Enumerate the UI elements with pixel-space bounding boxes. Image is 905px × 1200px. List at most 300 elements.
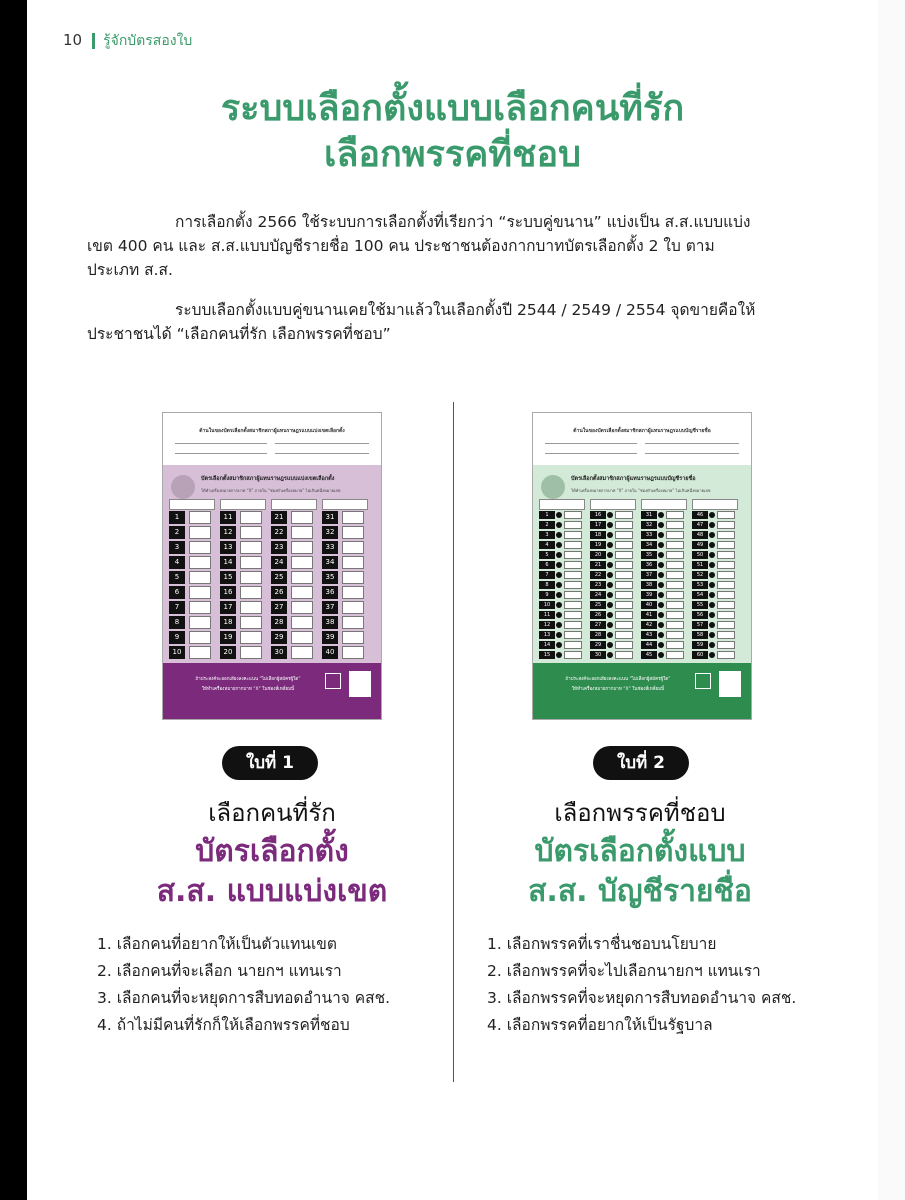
ballot-title: บัตรเลือกตั้งสมาชิกสภาผู้แทนราษฎรแบบแบ่งเขตเลือกตั้ง [201, 476, 335, 482]
ballot-logo-dot [709, 612, 715, 618]
ballot-logo-dot [709, 512, 715, 518]
ballot-logo-dot [607, 622, 613, 628]
ballot-mark-box [342, 556, 364, 569]
ballot-number: 38 [641, 581, 657, 589]
ballot-column-header [641, 499, 687, 510]
ballot-logo-dot [556, 582, 562, 588]
ballot-number: 34 [322, 556, 338, 569]
ballot-logo-dot [658, 542, 664, 548]
ballot-logo-dot [709, 562, 715, 568]
ballot-number: 23 [271, 541, 287, 554]
section-title: รู้จักบัตรสองใบ [103, 33, 193, 49]
ballot-mark-box [291, 526, 313, 539]
ballot-number: 28 [271, 616, 287, 629]
ballot-mark-box [291, 511, 313, 524]
ballot-number: 5 [169, 571, 185, 584]
ballot-mark-box [615, 541, 633, 549]
ballot-logo-dot [658, 582, 664, 588]
ballot-mark-box [717, 541, 735, 549]
ballot-number: 44 [641, 641, 657, 649]
ballot-mark-box [240, 631, 262, 644]
ballot-mark-box [615, 631, 633, 639]
emblem-icon [541, 475, 565, 499]
ballot-mark-box [717, 561, 735, 569]
ballot-number: 3 [539, 531, 555, 539]
ballot-header [533, 413, 751, 465]
ballot-logo-dot [658, 632, 664, 638]
ballot-logo-dot [709, 522, 715, 528]
ballot-number: 23 [590, 581, 606, 589]
ballot-mark-box [615, 571, 633, 579]
ballot-mark-box [717, 601, 735, 609]
ballot-mark-box [564, 611, 582, 619]
ballot-number: 56 [692, 611, 708, 619]
ballot-mark-box [717, 591, 735, 599]
ballot-logo-dot [607, 642, 613, 648]
ballot-mark-box [666, 601, 684, 609]
ballot-logo-dot [556, 622, 562, 628]
ballot-heading: ด้านในของบัตรเลือกตั้งสมาชิกสภาผู้แทนราษฎรแบบแบ่งเขตเลือกตั้ง [199, 428, 345, 434]
ballot-logo-dot [658, 652, 664, 658]
ballot-logo-dot [556, 612, 562, 618]
ballot-footer-line-1: ถ้าประสงค์จะออกเสียงลงคะแนน “ไม่เลือกผู้สมัครผู้ใด” [565, 677, 671, 682]
ballot-number: 4 [169, 556, 185, 569]
ballot-mark-box [189, 631, 211, 644]
ballot-logo-dot [556, 642, 562, 648]
ballot-number: 13 [539, 631, 555, 639]
ballot-number: 37 [641, 571, 657, 579]
ballot-number: 2 [169, 526, 185, 539]
header-separator [92, 33, 95, 49]
ballot-number: 19 [590, 541, 606, 549]
ballot-column-header [322, 499, 368, 510]
ballot-logo-dot [658, 552, 664, 558]
title-line-1: ระบบเลือกตั้งแบบเลือกคนที่รัก [220, 88, 685, 129]
ballot-mark-box [342, 646, 364, 659]
ballot-footer-line-1: ถ้าประสงค์จะออกเสียงลงคะแนน “ไม่เลือกผู้สมัครผู้ใด” [195, 677, 301, 682]
ballot-number: 25 [590, 601, 606, 609]
ballot-number: 37 [322, 601, 338, 614]
ballot-number: 41 [641, 611, 657, 619]
ballot-logo-dot [658, 522, 664, 528]
ballot-logo-dot [658, 622, 664, 628]
ballot-mark-box [666, 641, 684, 649]
ballot-number: 22 [590, 571, 606, 579]
ballot-mark-box [564, 601, 582, 609]
ballot-mark-box [615, 551, 633, 559]
ballot-logo-dot [709, 642, 715, 648]
ballot-mark-box [240, 556, 262, 569]
ballot-mark-box [564, 591, 582, 599]
ballot-number: 22 [271, 526, 287, 539]
ballot-number: 60 [692, 651, 708, 659]
ballot-mark-box [615, 621, 633, 629]
list-item: 1. เลือกพรรคที่เราชื่นชอบนโยบาย [487, 935, 717, 953]
ballot-mark-box [615, 601, 633, 609]
ballot-mark-box [564, 541, 582, 549]
ballot-logo-dot [556, 592, 562, 598]
ballot-logo-dot [556, 522, 562, 528]
ballot-number: 5 [539, 551, 555, 559]
ballot-number: 32 [322, 526, 338, 539]
paragraph-2-line-1: ระบบเลือกตั้งแบบคู่ขนานเคยใช้มาแล้วในเลือกตั้งปี 2544 / 2549 / 2554 จุดขายคือให้ [175, 301, 756, 319]
list-item: 1. เลือกคนที่อยากให้เป็นตัวแทนเขต [97, 935, 337, 953]
paragraph-2-line-2: ประชาชนได้ “เลือกคนที่รัก เลือกพรรคที่ชอบ” [87, 325, 391, 343]
document-page [27, 0, 878, 1200]
ballot-number: 17 [590, 521, 606, 529]
paragraph-1-line-3: ประเภท ส.ส. [87, 261, 173, 279]
ballot-logo-dot [709, 572, 715, 578]
list-item: 3. เลือกพรรคที่จะหยุดการสืบทอดอำนาจ คสช. [487, 989, 797, 1007]
ballot-header [163, 413, 381, 465]
ballot-column-header [271, 499, 317, 510]
ballot-number: 27 [271, 601, 287, 614]
ballot-number: 57 [692, 621, 708, 629]
ballot-number: 20 [220, 646, 236, 659]
ballot-mark-box [564, 551, 582, 559]
list-item: 2. เลือกคนที่จะเลือก นายกฯ แทนเรา [97, 962, 342, 980]
ballot-number: 25 [271, 571, 287, 584]
ballot-number: 12 [539, 621, 555, 629]
ballot-mark-box [240, 511, 262, 524]
ballot-mark-box [189, 511, 211, 524]
badge-ballot-2: ใบที่ 2 [593, 746, 689, 780]
ballot-logo-dot [607, 602, 613, 608]
ballot-mark-box [189, 571, 211, 584]
ballot-mark-box [564, 511, 582, 519]
ballot-number: 38 [322, 616, 338, 629]
ballot-number: 36 [322, 586, 338, 599]
ballot-number: 11 [539, 611, 555, 619]
page-header [63, 30, 192, 52]
ballot-number: 45 [641, 651, 657, 659]
ballot-mark-box [615, 581, 633, 589]
ballot-number: 24 [271, 556, 287, 569]
ballot-number: 48 [692, 531, 708, 539]
ballot-number: 53 [692, 581, 708, 589]
ballot-number: 28 [590, 631, 606, 639]
ballot-number: 46 [692, 511, 708, 519]
ballot-number: 33 [641, 531, 657, 539]
ballot-logo-dot [607, 512, 613, 518]
ballot-number: 49 [692, 541, 708, 549]
ballot-mark-box [564, 571, 582, 579]
ballot-mark-box [291, 571, 313, 584]
ballot-number: 29 [271, 631, 287, 644]
ballot-number: 1 [539, 511, 555, 519]
ballot-number: 21 [271, 511, 287, 524]
ballot-footer [533, 663, 751, 719]
ballot-mark-box [615, 511, 633, 519]
ballot-mark-box [717, 511, 735, 519]
ballot-mark-box [666, 591, 684, 599]
ballot-number: 42 [641, 621, 657, 629]
ballot-number: 4 [539, 541, 555, 549]
ballot-mark-box [342, 616, 364, 629]
ballot-column-header [539, 499, 585, 510]
ballot-number: 54 [692, 591, 708, 599]
ballot-mark-box [615, 521, 633, 529]
ballot-logo-dot [556, 602, 562, 608]
ballot-logo-dot [709, 592, 715, 598]
ballot-mark-box [666, 611, 684, 619]
ballot-mark-box [717, 611, 735, 619]
ballot-mark-box [666, 651, 684, 659]
ballot-mark-box [666, 571, 684, 579]
ballot-mark-box [615, 651, 633, 659]
ballot-mark-box [189, 526, 211, 539]
ballot-mark-box [342, 541, 364, 554]
ballot-logo-dot [658, 572, 664, 578]
ballot-number: 33 [322, 541, 338, 554]
ballot-mark-box [666, 561, 684, 569]
ballot-number: 40 [641, 601, 657, 609]
ballot-number: 3 [169, 541, 185, 554]
ballot-number: 34 [641, 541, 657, 549]
ballot-mark-box [564, 521, 582, 529]
ballot-number: 35 [322, 571, 338, 584]
ballot-number: 26 [590, 611, 606, 619]
ballot-column-header [692, 499, 738, 510]
ballot-number: 12 [220, 526, 236, 539]
ballot-mark-box [240, 541, 262, 554]
ballot-mark-box [291, 601, 313, 614]
ballot-mark-box [564, 561, 582, 569]
ballot-logo-dot [709, 582, 715, 588]
ballot-mark-box [189, 541, 211, 554]
ballot-number: 36 [641, 561, 657, 569]
ballot-number: 6 [169, 586, 185, 599]
ballot-logo-dot [556, 532, 562, 538]
no-vote-box [719, 671, 741, 697]
ballot-number: 21 [590, 561, 606, 569]
ballot-heading: ด้านในของบัตรเลือกตั้งสมาชิกสภาผู้แทนราษฎรแบบบัญชีรายชื่อ [573, 428, 711, 434]
ballot-mark-box [666, 621, 684, 629]
card-2-heading-line-1: บัตรเลือกตั้งแบบ [534, 834, 746, 869]
ballot-number: 39 [641, 591, 657, 599]
ballot-mark-box [717, 641, 735, 649]
ballot-number: 15 [220, 571, 236, 584]
ballot-mark-box [615, 531, 633, 539]
ballot-mark-box [291, 631, 313, 644]
ballot-logo-dot [556, 562, 562, 568]
ballot-constituency-image [162, 412, 382, 720]
ballot-mark-box [564, 651, 582, 659]
ballot-number: 18 [220, 616, 236, 629]
ballot-number: 10 [539, 601, 555, 609]
ballot-logo-dot [607, 652, 613, 658]
ballot-number: 18 [590, 531, 606, 539]
ballot-mark-box [342, 571, 364, 584]
ballot-number: 16 [220, 586, 236, 599]
emblem-icon [171, 475, 195, 499]
list-item: 4. เลือกพรรคที่อยากให้เป็นรัฐบาล [487, 1016, 713, 1034]
ballot-number: 2 [539, 521, 555, 529]
ballot-number: 11 [220, 511, 236, 524]
ballot-mark-box [240, 586, 262, 599]
ballot-mark-box [615, 591, 633, 599]
ballot-mark-box [342, 511, 364, 524]
ballot-logo-dot [607, 632, 613, 638]
ballot-mark-box [240, 616, 262, 629]
ballot-number: 51 [692, 561, 708, 569]
ballot-mark-box [717, 631, 735, 639]
ballot-number: 52 [692, 571, 708, 579]
ballot-number: 26 [271, 586, 287, 599]
ballot-mark-box [666, 521, 684, 529]
ballot-logo-dot [556, 512, 562, 518]
ballot-number: 59 [692, 641, 708, 649]
ballot-mark-box [717, 651, 735, 659]
ballot-body [163, 465, 381, 663]
ballot-number: 31 [641, 511, 657, 519]
ballot-mark-box [717, 571, 735, 579]
ballot-logo-dot [709, 542, 715, 548]
ballot-footer-line-2: ให้ทำเครื่องหมายกากบาท “X” ในช่องสี่เหลี่ยมนี้ [201, 687, 295, 692]
ballot-logo-dot [607, 592, 613, 598]
card-2-heading-line-2: ส.ส. บัญชีรายชื่อ [528, 874, 752, 909]
ballot-number: 7 [169, 601, 185, 614]
ballot-number: 39 [322, 631, 338, 644]
ballot-mark-box [666, 581, 684, 589]
ballot-logo-dot [709, 622, 715, 628]
ballot-mark-box [717, 621, 735, 629]
ballot-number: 8 [169, 616, 185, 629]
ballot-column-header [169, 499, 215, 510]
ballot-logo-dot [607, 522, 613, 528]
ballot-instruction: ให้ทำเครื่องหมายกากบาท “X” ภายใน “ช่องทำเครื่องหมาย” ไม่เกินหนึ่งหมายเลข [571, 488, 711, 493]
ballot-mark-box [615, 611, 633, 619]
ballot-number: 16 [590, 511, 606, 519]
ballot-mark-box [291, 646, 313, 659]
ballot-logo-dot [709, 602, 715, 608]
no-vote-box [349, 671, 371, 697]
ballot-mark-box [564, 641, 582, 649]
ballot-column-header [590, 499, 636, 510]
list-item: 2. เลือกพรรคที่จะไปเลือกนายกฯ แทนเรา [487, 962, 761, 980]
ballot-number: 1 [169, 511, 185, 524]
ballot-number: 14 [539, 641, 555, 649]
ballot-mark-box [717, 531, 735, 539]
ballot-mark-box [342, 601, 364, 614]
ballot-mark-box [291, 586, 313, 599]
ballot-column-header [220, 499, 266, 510]
ballot-mark-box [240, 571, 262, 584]
ballot-logo-dot [607, 562, 613, 568]
ballot-number: 17 [220, 601, 236, 614]
ballot-logo-dot [658, 512, 664, 518]
ballot-mark-box [189, 586, 211, 599]
ballot-logo-dot [709, 632, 715, 638]
ballot-mark-box [291, 556, 313, 569]
ballot-mark-box [666, 551, 684, 559]
ballot-logo-dot [607, 552, 613, 558]
ballot-logo-dot [607, 542, 613, 548]
ballot-mark-box [717, 551, 735, 559]
arrow-box-icon [325, 673, 341, 689]
ballot-number: 19 [220, 631, 236, 644]
ballot-mark-box [666, 541, 684, 549]
ballot-mark-box [189, 616, 211, 629]
paragraph-1-line-1: การเลือกตั้ง 2566 ใช้ระบบการเลือกตั้งที่เรียกว่า “ระบบคู่ขนาน” แบ่งเป็น ส.ส.แบบแบ่ง [175, 213, 751, 231]
ballot-mark-box [717, 521, 735, 529]
paragraph-2 [87, 298, 847, 346]
ballot-mark-box [564, 631, 582, 639]
ballot-logo-dot [607, 532, 613, 538]
list-item: 3. เลือกคนที่จะหยุดการสืบทอดอำนาจ คสช. [97, 989, 391, 1007]
ballot-number: 27 [590, 621, 606, 629]
badge-ballot-1: ใบที่ 1 [222, 746, 318, 780]
ballot-logo-dot [709, 532, 715, 538]
card-1-label: เลือกคนที่รัก [208, 799, 336, 827]
ballot-mark-box [291, 616, 313, 629]
ballot-mark-box [291, 541, 313, 554]
ballot-number: 47 [692, 521, 708, 529]
arrow-box-icon [695, 673, 711, 689]
ballot-mark-box [189, 556, 211, 569]
ballot-footer-line-2: ให้ทำเครื่องหมายกากบาท “X” ในช่องสี่เหลี่ยมนี้ [571, 687, 665, 692]
ballot-number: 7 [539, 571, 555, 579]
ballot-mark-box [666, 631, 684, 639]
page-number: 10 [63, 31, 83, 49]
ballot-logo-dot [607, 612, 613, 618]
ballot-logo-dot [556, 552, 562, 558]
paragraph-1-line-2: เขต 400 คน และ ส.ส.แบบบัญชีรายชื่อ 100 คน ประชาชนต้องกากบาทบัตรเลือกตั้ง 2 ใบ ตาม [87, 237, 715, 255]
card-2-label: เลือกพรรคที่ชอบ [554, 799, 726, 827]
ballot-mark-box [342, 586, 364, 599]
ballot-mark-box [615, 641, 633, 649]
ballot-body [533, 465, 751, 663]
list-item: 4. ถ้าไม่มีคนที่รักก็ให้เลือกพรรคที่ชอบ [97, 1016, 350, 1034]
ballot-number: 50 [692, 551, 708, 559]
ballot-logo-dot [607, 572, 613, 578]
ballot-logo-dot [658, 532, 664, 538]
ballot-mark-box [189, 646, 211, 659]
ballot-mark-box [240, 646, 262, 659]
ballot-logo-dot [658, 612, 664, 618]
ballot-mark-box [342, 526, 364, 539]
title-line-2: เลือกพรรคที่ชอบ [324, 134, 581, 175]
ballot-number: 24 [590, 591, 606, 599]
ballot-mark-box [666, 531, 684, 539]
ballot-number: 30 [590, 651, 606, 659]
column-divider [453, 402, 454, 1082]
ballot-number: 9 [539, 591, 555, 599]
ballot-mark-box [615, 561, 633, 569]
ballot-number: 31 [322, 511, 338, 524]
ballot-number: 6 [539, 561, 555, 569]
ballot-instruction: ให้ทำเครื่องหมายกากบาท “X” ภายใน “ช่องทำเครื่องหมาย” ไม่เกินหนึ่งหมายเลข [201, 488, 341, 493]
ballot-logo-dot [658, 602, 664, 608]
ballot-number: 32 [641, 521, 657, 529]
ballot-number: 10 [169, 646, 185, 659]
ballot-logo-dot [556, 632, 562, 638]
ballot-logo-dot [658, 642, 664, 648]
ballot-number: 55 [692, 601, 708, 609]
ballot-number: 43 [641, 631, 657, 639]
paragraph-1 [87, 210, 847, 282]
ballot-mark-box [189, 601, 211, 614]
card-1-list [97, 931, 390, 1039]
ballot-logo-dot [556, 542, 562, 548]
ballot-number: 14 [220, 556, 236, 569]
ballot-number: 30 [271, 646, 287, 659]
ballot-logo-dot [607, 582, 613, 588]
card-2-list [487, 931, 796, 1039]
ballot-number: 20 [590, 551, 606, 559]
ballot-mark-box [717, 581, 735, 589]
ballot-logo-dot [709, 652, 715, 658]
